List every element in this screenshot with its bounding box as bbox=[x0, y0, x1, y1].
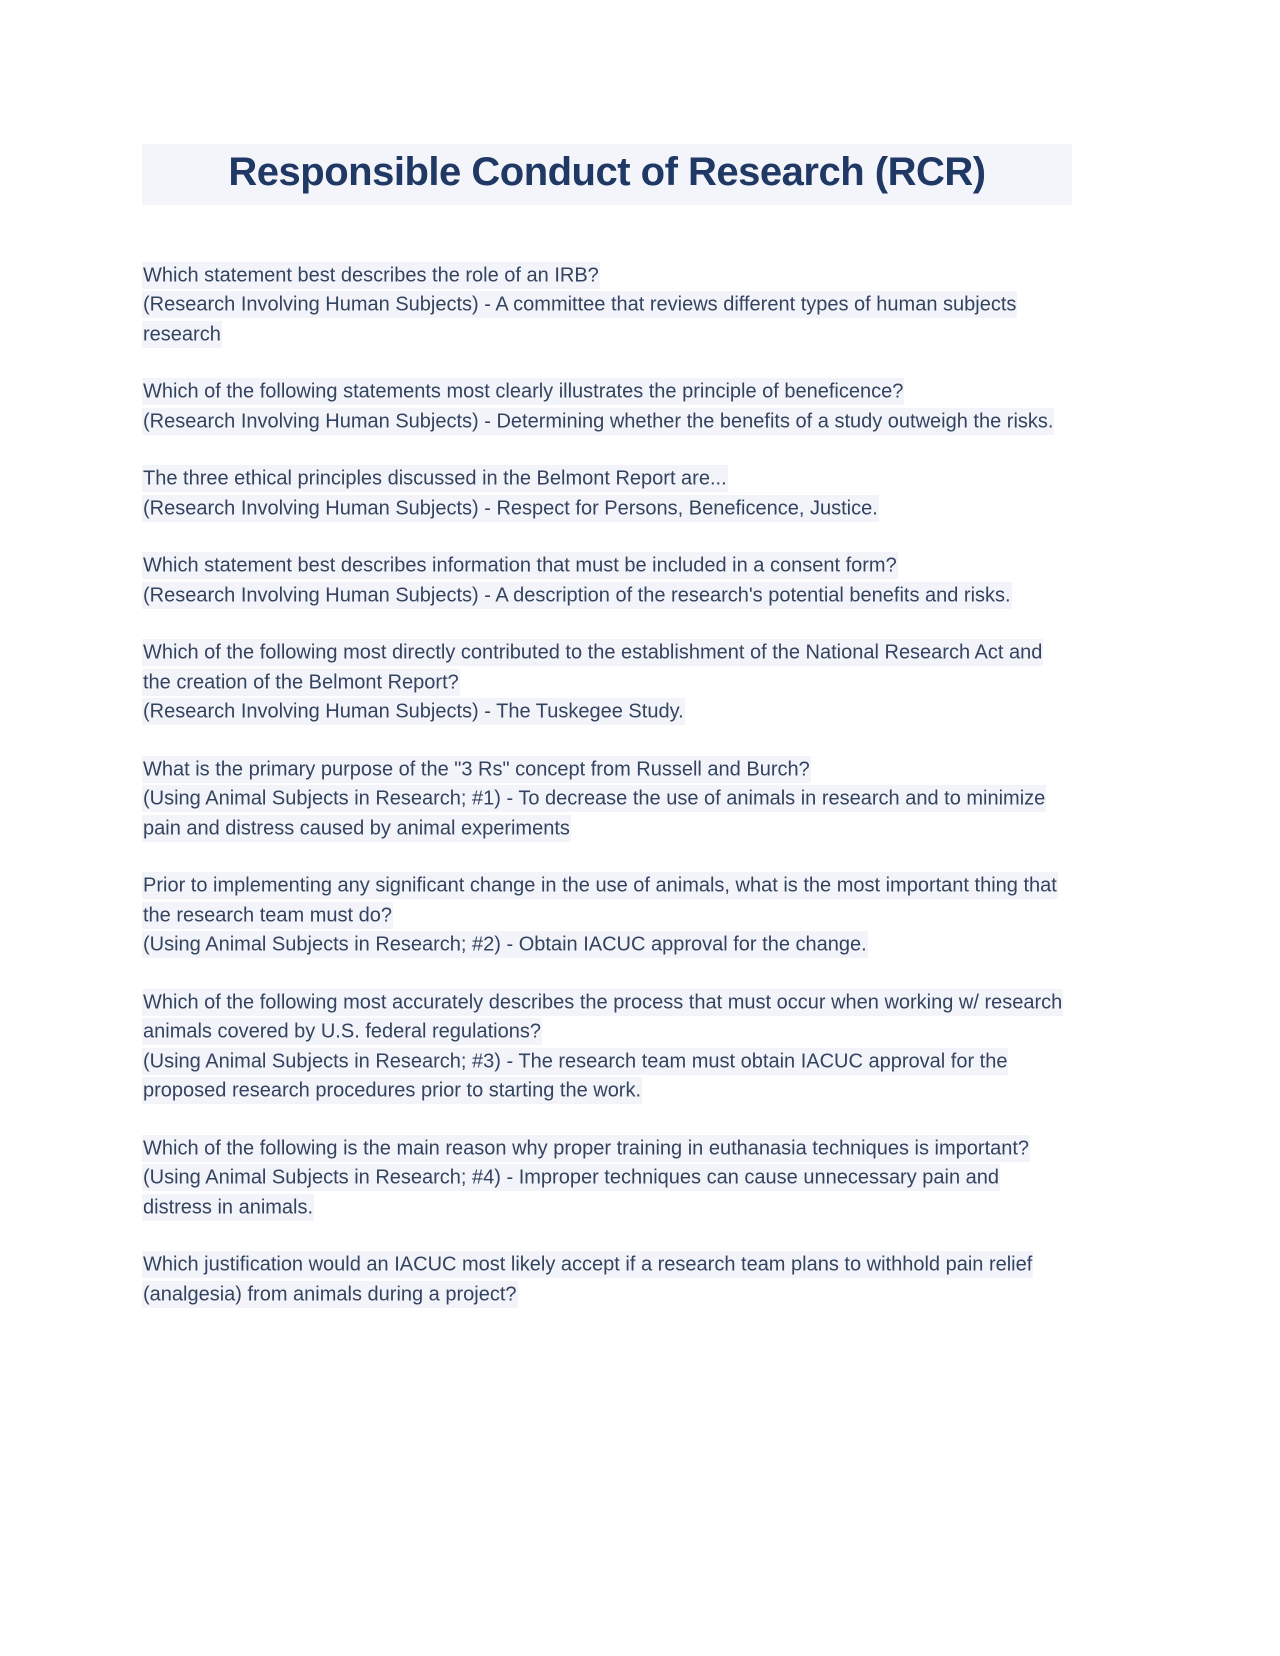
qa-block bbox=[142, 552, 1072, 611]
qa-question-text: Which of the following statements most clearly illustrates the principle of beneficence? bbox=[142, 378, 904, 405]
qa-block bbox=[142, 1134, 1072, 1223]
qa-block bbox=[142, 465, 1072, 524]
qa-question bbox=[142, 552, 1072, 582]
qa-answer bbox=[142, 407, 1072, 437]
qa-question-text: The three ethical principles discussed in the Belmont Report are... bbox=[142, 465, 728, 492]
qa-answer-text: (Using Animal Subjects in Research; #3) - The research team must obtain IACUC approval for the proposed research procedures prior to starting the work. bbox=[142, 1048, 1008, 1105]
qa-list bbox=[142, 261, 1072, 1310]
qa-question bbox=[142, 872, 1072, 931]
qa-question bbox=[142, 465, 1072, 495]
qa-answer-text: (Research Involving Human Subjects) - Determining whether the benefits of a study outweigh the risks. bbox=[142, 408, 1054, 435]
qa-question-text: Which statement best describes the role of an IRB? bbox=[142, 262, 600, 289]
qa-block bbox=[142, 988, 1072, 1106]
qa-answer-text: (Research Involving Human Subjects) - A description of the research's potential benefits and risks. bbox=[142, 582, 1012, 609]
qa-question bbox=[142, 755, 1072, 785]
qa-question-text: Prior to implementing any significant change in the use of animals, what is the most important thing that the research team must do? bbox=[142, 872, 1058, 929]
qa-answer bbox=[142, 291, 1072, 350]
qa-question bbox=[142, 639, 1072, 698]
qa-question bbox=[142, 1134, 1072, 1164]
title-band bbox=[142, 144, 1072, 205]
qa-answer bbox=[142, 1047, 1072, 1106]
qa-answer bbox=[142, 785, 1072, 844]
qa-answer-text: (Research Involving Human Subjects) - Respect for Persons, Beneficence, Justice. bbox=[142, 495, 879, 522]
qa-question-text: Which statement best describes information that must be included in a consent form? bbox=[142, 552, 898, 579]
qa-question-text: Which of the following most directly contributed to the establishment of the National Research Act and the creation of the Belmont Report? bbox=[142, 639, 1043, 696]
qa-question bbox=[142, 378, 1072, 408]
qa-block bbox=[142, 378, 1072, 437]
qa-answer bbox=[142, 931, 1072, 961]
qa-answer-text: (Using Animal Subjects in Research; #4) - Improper techniques can cause unnecessary pain and distress in animals. bbox=[142, 1164, 1000, 1221]
qa-block bbox=[142, 1251, 1072, 1310]
qa-answer bbox=[142, 698, 1072, 728]
qa-answer-text: (Research Involving Human Subjects) - The Tuskegee Study. bbox=[142, 698, 685, 725]
qa-question bbox=[142, 1251, 1072, 1310]
qa-block bbox=[142, 261, 1072, 350]
qa-question bbox=[142, 988, 1072, 1047]
qa-question-text: Which of the following most accurately describes the process that must occur when working w/ research animals covered by U.S. federal regulations? bbox=[142, 989, 1063, 1046]
page-title: Responsible Conduct of Research (RCR) bbox=[228, 150, 986, 194]
qa-question-text: What is the primary purpose of the "3 Rs" concept from Russell and Burch? bbox=[142, 756, 811, 783]
qa-question-text: Which justification would an IACUC most likely accept if a research team plans to withhold pain relief (analgesia) from animals during a project? bbox=[142, 1251, 1033, 1308]
qa-question-text: Which of the following is the main reason why proper training in euthanasia techniques is important? bbox=[142, 1135, 1030, 1162]
qa-answer-text: (Using Animal Subjects in Research; #2) - Obtain IACUC approval for the change. bbox=[142, 931, 868, 958]
qa-answer-text: (Research Involving Human Subjects) - A committee that reviews different types of human subjects research bbox=[142, 291, 1017, 348]
qa-answer-text: (Using Animal Subjects in Research; #1) - To decrease the use of animals in research and to minimize pain and distress caused by animal experiments bbox=[142, 785, 1046, 842]
qa-block bbox=[142, 639, 1072, 728]
qa-answer bbox=[142, 581, 1072, 611]
qa-block bbox=[142, 755, 1072, 844]
qa-answer bbox=[142, 1164, 1072, 1223]
qa-block bbox=[142, 872, 1072, 961]
qa-answer bbox=[142, 494, 1072, 524]
qa-question bbox=[142, 261, 1072, 291]
